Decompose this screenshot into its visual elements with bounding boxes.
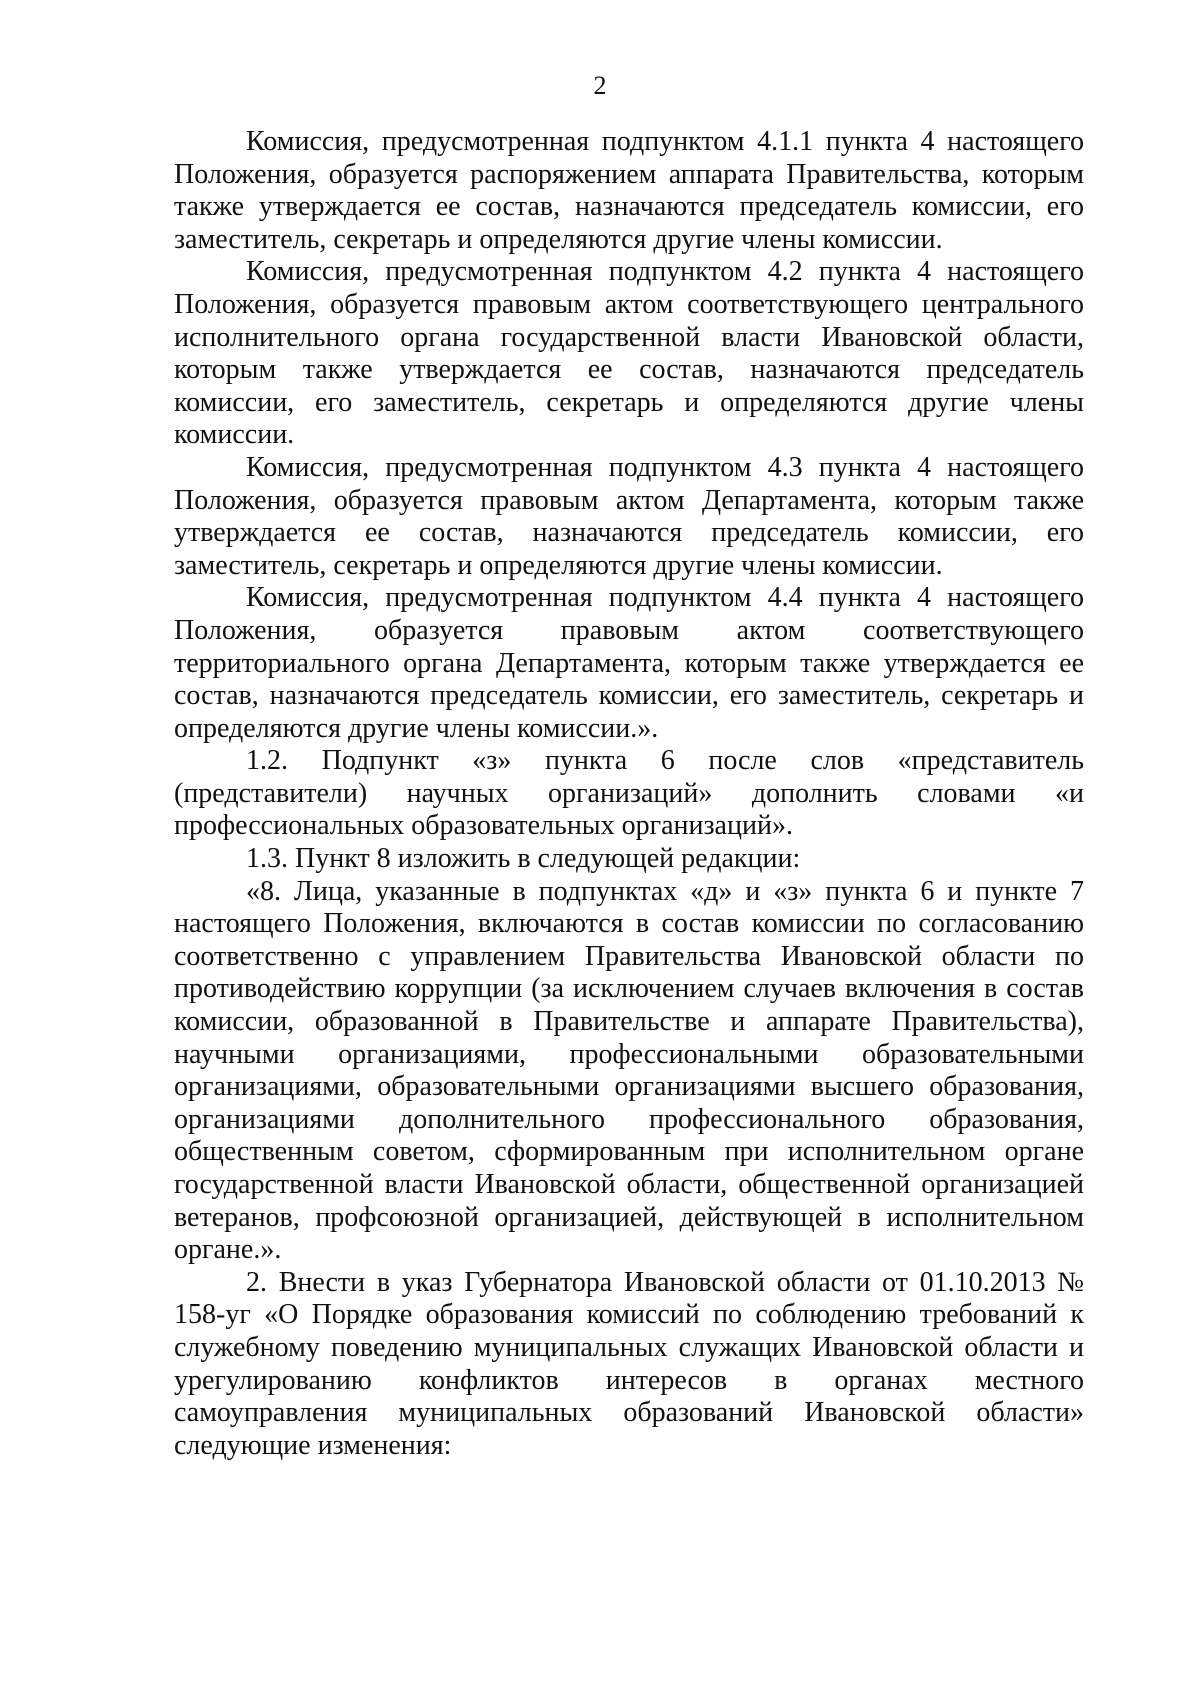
document-body xyxy=(174,126,1084,1462)
paragraph-point-8: «8. Лица, указанные в подпунктах «д» и «з» пункта 6 и пункте 7 настоящего Положения, включаются в состав комиссии по согласованию соответственно с управлением Правительства Ивановской области по противодействию коррупции (за исключением случаев включения в состав комиссии, образованной в Правительстве и аппарате Правительства), научными организациями, профессиональными образовательными организациями, образовательными организациями высшего образования, организациями дополнительного профессионального образования, общественным советом, сформированным при исполнительном органе государственной власти Ивановской области, общественной организацией ветеранов, профсоюзной организацией, действующей в исполнительном органе.». xyxy=(174,875,1084,1266)
page-number: 2 xyxy=(593,71,607,100)
paragraph-commission-4-1-1: Комиссия, предусмотренная подпунктом 4.1.1 пункта 4 настоящего Положения, образуется распоряжением аппарата Правительства, которым также утверждается ее состав, назначаются председатель комиссии, его заместитель, секретарь и определяются другие члены комиссии. xyxy=(174,126,1084,255)
paragraph-commission-4-3: Комиссия, предусмотренная подпунктом 4.3 пункта 4 настоящего Положения, образуется правовым актом Департамента, которым также утверждается ее состав, назначаются председатель комиссии, его заместитель, секретарь и определяются другие члены комиссии. xyxy=(174,451,1084,581)
paragraph-item-2: 2. Внести в указ Губернатора Ивановской области от 01.10.2013 № 158-уг «О Порядке образования комиссий по соблюдению требований к служебному поведению муниципальных служащих Ивановской области и урегулированию конфликтов интересов в органах местного самоуправления муниципальных образований Ивановской области» следующие изменения: xyxy=(174,1266,1084,1461)
paragraph-item-1-2: 1.2. Подпункт «з» пункта 6 после слов «представитель (представители) научных организаций» дополнить словами «и профессиональных образовательных организаций». xyxy=(174,745,1084,842)
paragraph-commission-4-2: Комиссия, предусмотренная подпунктом 4.2 пункта 4 настоящего Положения, образуется правовым актом соответствующего центрального исполнительного органа государственной власти Ивановской области, которым также утверждается ее состав, назначаются председатель комиссии, его заместитель, секретарь и определяются другие члены комиссии. xyxy=(174,256,1084,451)
paragraph-item-1-3: 1.3. Пункт 8 изложить в следующей редакции: xyxy=(246,843,801,875)
paragraph-commission-4-4: Комиссия, предусмотренная подпунктом 4.4 пункта 4 настоящего Положения, образуется правовым актом соответствующего территориального органа Департамента, которым также утверждается ее состав, назначаются председатель комиссии, его заместитель, секретарь и определяются другие члены комиссии.». xyxy=(174,582,1084,744)
